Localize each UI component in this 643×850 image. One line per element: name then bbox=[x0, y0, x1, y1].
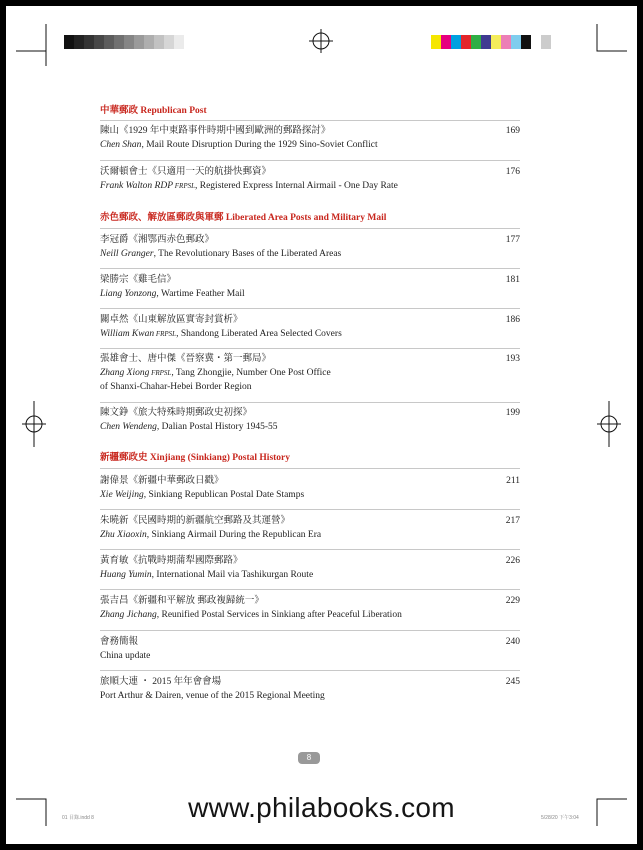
chinese-title: 沃爾頓會士《只適用一天的航掛快郵資》 bbox=[100, 167, 272, 177]
page-number: 245 bbox=[505, 677, 520, 687]
toc-entry bbox=[100, 124, 520, 152]
author: Huang Yumin bbox=[100, 570, 152, 580]
author: Frank Walton RDP bbox=[100, 181, 174, 191]
chinese-title: 陳文錚《旅大特殊時期郵政史初探》 bbox=[100, 408, 253, 418]
toc-entry bbox=[100, 313, 520, 341]
article-title: , Reunified Postal Services in Sinkiang after Peaceful Liberation bbox=[156, 610, 402, 620]
chinese-title: 黃育敏《抗戰時期蒲犁國際郵路》 bbox=[100, 556, 243, 566]
article-title: , Registered Express Internal Airmail - One Day Rate bbox=[195, 181, 398, 191]
article-title: , Wartime Feather Mail bbox=[156, 289, 245, 299]
page-number: 199 bbox=[505, 408, 520, 418]
toc-entry bbox=[100, 514, 520, 542]
divider bbox=[100, 589, 520, 590]
slug-right: 5/28/20 下午3:04 bbox=[541, 815, 579, 821]
toc-entry bbox=[100, 675, 520, 703]
author: Liang Yonzong bbox=[100, 289, 157, 299]
divider bbox=[100, 549, 520, 550]
divider bbox=[100, 228, 520, 229]
watermark-text: www.philabooks.com bbox=[188, 792, 455, 823]
author-suffix: FRPSL bbox=[173, 182, 195, 190]
divider bbox=[100, 160, 520, 161]
author: Zhang Xiong bbox=[100, 368, 150, 378]
chinese-title: 李冠爵《湘鄂西赤色郵政》 bbox=[100, 235, 215, 245]
divider bbox=[100, 348, 520, 349]
author: Neill Granger bbox=[100, 249, 154, 259]
toc-entry bbox=[100, 406, 520, 434]
chinese-title: 關卓然《山東解放區實寄封賞析》 bbox=[100, 315, 243, 325]
page-folio: 8 bbox=[298, 752, 320, 764]
divider bbox=[100, 468, 520, 469]
toc-entry bbox=[100, 165, 520, 193]
chinese-title: 張吉昌《新疆和平解放 郵政複歸統一》 bbox=[100, 596, 264, 606]
article-title: , Mail Route Disruption During the 1929 Sino-Soviet Conflict bbox=[141, 140, 378, 150]
article-title: , Shandong Liberated Area Selected Covers bbox=[176, 329, 342, 339]
article-title: , Sinkiang Airmail During the Republican Era bbox=[146, 530, 322, 540]
toc-entry bbox=[100, 474, 520, 502]
toc-entry bbox=[100, 635, 520, 663]
section-heading-liberated-area: 赤色郵政、解放區郵政與軍郵 Liberated Area Posts and Military Mail bbox=[100, 213, 387, 223]
author: Chen Shan bbox=[100, 140, 142, 150]
article-title: , Dalian Postal History 1945-55 bbox=[156, 422, 278, 432]
article-title-continued: of Shanxi-Chahar-Hebei Border Region bbox=[100, 382, 252, 392]
page-number: 217 bbox=[505, 516, 520, 526]
section-heading-xinjiang: 新疆郵政史 Xinjiang (Sinkiang) Postal History bbox=[100, 453, 291, 463]
article-title: , Sinkiang Republican Postal Date Stamps bbox=[143, 490, 305, 500]
chinese-title: 謝偉景《新疆中華郵政日戳》 bbox=[100, 476, 224, 486]
divider bbox=[100, 402, 520, 403]
chinese-title: 旅順大連 ・ 2015 年年會會場 bbox=[100, 677, 222, 687]
divider bbox=[100, 120, 520, 121]
chinese-title: 會務簡報 bbox=[100, 637, 139, 647]
color-calibration-bar bbox=[431, 35, 551, 49]
article-title: , International Mail via Tashikurgan Route bbox=[151, 570, 314, 580]
page-number: 176 bbox=[505, 167, 520, 177]
toc-entry bbox=[100, 273, 520, 301]
chinese-title: 朱曉新《民國時期的新疆航空郵路及其運營》 bbox=[100, 516, 291, 526]
toc-entry bbox=[100, 554, 520, 582]
chinese-title: 張雄會士、唐中傑《晉察冀・第一郵局》 bbox=[100, 354, 272, 364]
author: William Kwan bbox=[100, 329, 155, 339]
grayscale-calibration-bar bbox=[64, 35, 184, 49]
author-suffix: FRPSL bbox=[149, 369, 172, 377]
author-suffix: FRPSL bbox=[154, 330, 177, 338]
page-number: 211 bbox=[506, 476, 520, 486]
article-title: , Tang Zhongjie, Number One Post Office bbox=[171, 368, 331, 378]
article-title: Port Arthur & Dairen, venue of the 2015 Regional Meeting bbox=[100, 691, 325, 701]
toc-entry bbox=[100, 594, 520, 622]
divider bbox=[100, 630, 520, 631]
section-heading-republican-post: 中華郵政 Republican Post bbox=[100, 106, 207, 116]
toc-entry bbox=[100, 233, 520, 261]
chinese-title: 梁勝宗《雞毛信》 bbox=[100, 275, 177, 285]
page-number: 193 bbox=[505, 354, 520, 364]
page-number: 186 bbox=[505, 315, 520, 325]
author: Zhu Xiaoxin bbox=[100, 530, 147, 540]
article-title: China update bbox=[100, 651, 151, 661]
page-number: 177 bbox=[505, 235, 520, 245]
author: Chen Wendeng bbox=[100, 422, 157, 432]
page-number: 240 bbox=[505, 637, 520, 647]
author: Zhang Jichang bbox=[100, 610, 157, 620]
toc-entry bbox=[100, 352, 520, 394]
divider bbox=[100, 268, 520, 269]
divider bbox=[100, 670, 520, 671]
slug-left: 01 目錄.indd 8 bbox=[62, 815, 94, 821]
chinese-title: 陳山《1929 年中東路事件時期中國到歐洲的郵路探討》 bbox=[100, 126, 331, 136]
page-number: 229 bbox=[505, 596, 520, 606]
author: Xie Weijing bbox=[100, 490, 144, 500]
page-number: 181 bbox=[505, 275, 520, 285]
article-title: , The Revolutionary Bases of the Liberated Areas bbox=[153, 249, 342, 259]
divider bbox=[100, 308, 520, 309]
page-number: 226 bbox=[505, 556, 520, 566]
document-page bbox=[6, 6, 637, 844]
divider bbox=[100, 509, 520, 510]
page-number: 169 bbox=[505, 126, 520, 136]
